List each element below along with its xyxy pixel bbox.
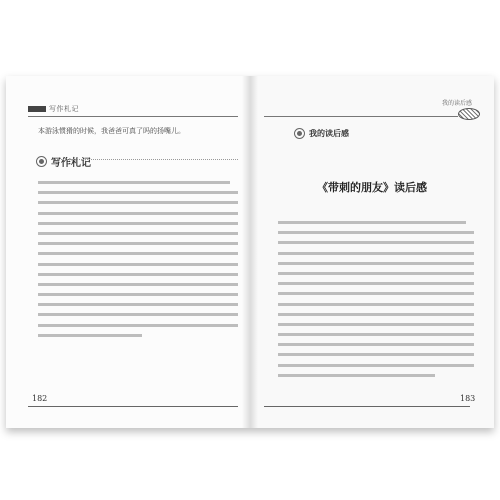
text-line: [38, 303, 238, 306]
text-line: [38, 212, 238, 215]
text-line: [38, 242, 238, 245]
text-line: [38, 263, 238, 266]
left-header-rule: [28, 116, 238, 117]
left-header: [28, 104, 79, 114]
text-line: [278, 292, 474, 295]
text-line: [278, 303, 474, 306]
right-section-title: 我的读后感: [309, 128, 349, 138]
book-spread: [6, 76, 494, 428]
text-line: [38, 283, 238, 286]
right-page-number: 183: [460, 394, 476, 403]
left-footer-rule: [28, 406, 238, 407]
left-section-heading: [36, 154, 91, 169]
right-header: [442, 98, 472, 107]
bullet-circle-icon: [36, 156, 47, 167]
right-header-rule: [264, 116, 458, 117]
text-line: [278, 333, 474, 336]
text-line: [278, 241, 474, 244]
left-body-text: [38, 181, 238, 344]
right-section-heading: [294, 128, 349, 139]
text-line: [38, 334, 142, 337]
text-line: [38, 273, 238, 276]
text-line: [278, 364, 474, 367]
text-line: [38, 232, 238, 235]
text-line: [38, 324, 238, 327]
bullet-circle-icon: [294, 128, 305, 139]
essay-title: 《带刺的朋友》读后感: [317, 181, 427, 194]
text-line: [38, 252, 238, 255]
text-line: [278, 374, 435, 377]
text-line: [278, 313, 474, 316]
header-tag-icon: [28, 106, 46, 112]
right-body-text: [278, 221, 474, 384]
text-line: [38, 201, 238, 204]
text-line: [278, 231, 474, 234]
left-lead-text: 本游泳惯猾的时候，我爸爸可真了吗的扬嘴儿。: [38, 127, 185, 135]
left-header-title: 写作札记: [49, 105, 79, 113]
header-badge-icon: [458, 108, 480, 120]
book-gutter: [242, 76, 258, 428]
text-line: [38, 313, 238, 316]
text-line: [278, 262, 474, 265]
text-line: [38, 293, 238, 296]
text-line: [278, 343, 474, 346]
left-section-title: 写作札记: [51, 158, 91, 169]
left-page-number: 182: [32, 394, 48, 403]
text-line: [38, 191, 238, 194]
right-footer-rule: [264, 406, 470, 407]
text-line: [278, 353, 474, 356]
text-line: [278, 282, 474, 285]
right-header-title: 我的读后感: [441, 100, 472, 107]
text-line: [278, 252, 474, 255]
text-line: [278, 323, 474, 326]
text-line: [38, 181, 230, 184]
text-line: [278, 272, 474, 275]
left-section-rule: [52, 159, 238, 160]
text-line: [38, 222, 238, 225]
text-line: [278, 221, 466, 224]
